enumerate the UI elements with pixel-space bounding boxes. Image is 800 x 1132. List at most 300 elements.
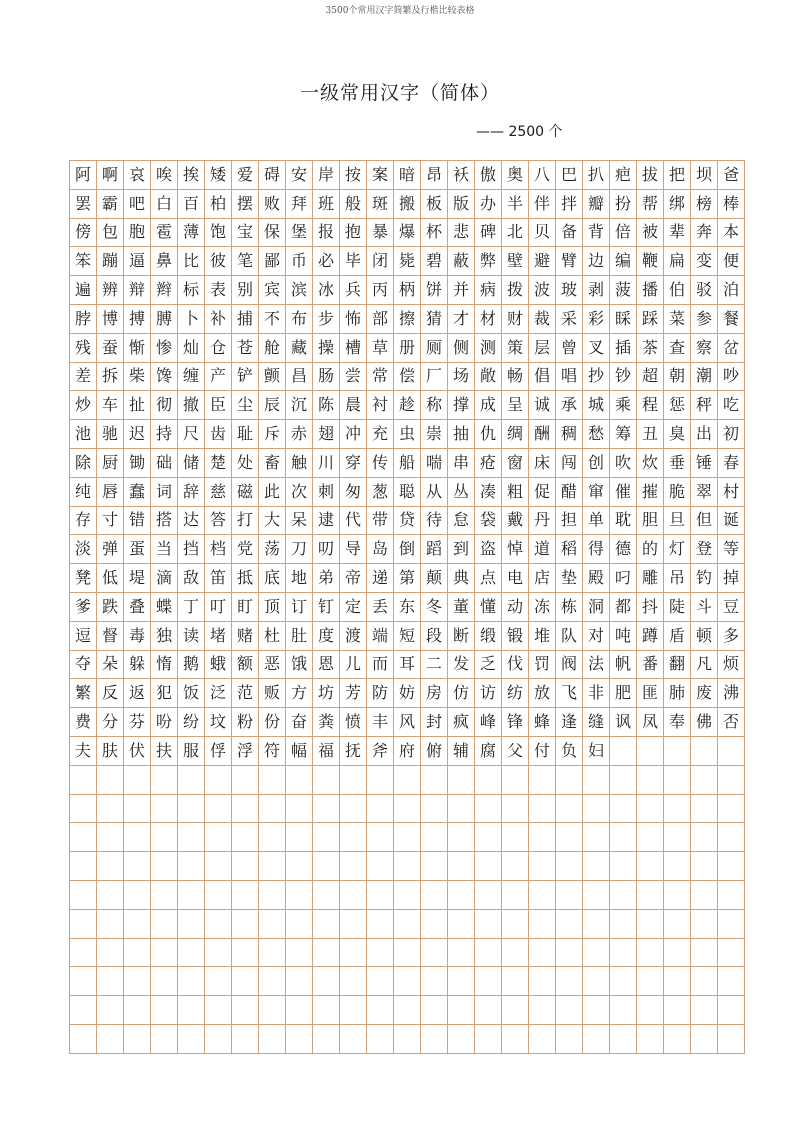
- grid-empty-cell: [259, 996, 286, 1025]
- grid-character: 寸: [97, 507, 124, 536]
- grid-character: 昌: [286, 363, 313, 392]
- grid-empty-cell: [70, 1025, 97, 1054]
- grid-character: 番: [637, 651, 664, 680]
- grid-empty-cell: [502, 823, 529, 852]
- grid-character: 碧: [421, 247, 448, 276]
- grid-empty-cell: [259, 910, 286, 939]
- grid-character: 仿: [448, 679, 475, 708]
- grid-empty-cell: [529, 852, 556, 881]
- grid-character: 毕: [340, 247, 367, 276]
- grid-empty-cell: [259, 852, 286, 881]
- grid-character: 布: [286, 305, 313, 334]
- grid-character: 奉: [664, 708, 691, 737]
- grid-character: 储: [178, 449, 205, 478]
- grid-character: 胆: [637, 507, 664, 536]
- grid-empty-cell: [367, 996, 394, 1025]
- grid-character: 订: [286, 593, 313, 622]
- grid-character: 沸: [718, 679, 745, 708]
- grid-character: 督: [97, 622, 124, 651]
- grid-empty-cell: [313, 939, 340, 968]
- grid-empty-cell: [502, 766, 529, 795]
- grid-character: 泊: [718, 276, 745, 305]
- grid-character: 丢: [367, 593, 394, 622]
- grid-character: 地: [286, 564, 313, 593]
- grid-character: 爹: [70, 593, 97, 622]
- grid-character: 凡: [691, 651, 718, 680]
- grid-character: 脆: [664, 478, 691, 507]
- grid-character: 耳: [394, 651, 421, 680]
- grid-empty-cell: [394, 967, 421, 996]
- grid-empty-cell: [178, 1025, 205, 1054]
- grid-empty-cell: [124, 1025, 151, 1054]
- grid-character: 变: [691, 247, 718, 276]
- grid-character: 飞: [556, 679, 583, 708]
- grid-empty-cell: [610, 939, 637, 968]
- grid-character: 此: [259, 478, 286, 507]
- grid-character: 辈: [664, 219, 691, 248]
- grid-empty-cell: [610, 823, 637, 852]
- grid-character: 鄙: [259, 247, 286, 276]
- grid-character: 敞: [475, 363, 502, 392]
- grid-empty-cell: [394, 881, 421, 910]
- grid-character: 夫: [70, 737, 97, 766]
- grid-empty-cell: [664, 910, 691, 939]
- grid-character: 冲: [340, 420, 367, 449]
- grid-empty-cell: [691, 910, 718, 939]
- grid-empty-cell: [421, 823, 448, 852]
- grid-character: 敌: [178, 564, 205, 593]
- grid-empty-cell: [610, 737, 637, 766]
- grid-empty-cell: [70, 967, 97, 996]
- grid-character: 北: [502, 219, 529, 248]
- grid-empty-cell: [718, 939, 745, 968]
- grid-character: 保: [259, 219, 286, 248]
- grid-empty-cell: [448, 996, 475, 1025]
- grid-character: 次: [286, 478, 313, 507]
- grid-empty-cell: [475, 996, 502, 1025]
- grid-empty-cell: [529, 766, 556, 795]
- grid-character: 逮: [313, 507, 340, 536]
- grid-empty-cell: [637, 996, 664, 1025]
- grid-character: 宝: [232, 219, 259, 248]
- grid-empty-cell: [529, 795, 556, 824]
- grid-character: 川: [313, 449, 340, 478]
- grid-empty-cell: [124, 881, 151, 910]
- grid-empty-cell: [286, 766, 313, 795]
- grid-empty-cell: [286, 795, 313, 824]
- grid-empty-cell: [394, 766, 421, 795]
- grid-character: 雕: [637, 564, 664, 593]
- grid-character: 第: [394, 564, 421, 593]
- grid-character: 彩: [583, 305, 610, 334]
- grid-character: 辩: [124, 276, 151, 305]
- grid-empty-cell: [556, 881, 583, 910]
- grid-character: 诚: [529, 391, 556, 420]
- grid-empty-cell: [502, 939, 529, 968]
- grid-empty-cell: [97, 795, 124, 824]
- grid-character: 贩: [259, 679, 286, 708]
- grid-character: 傍: [70, 219, 97, 248]
- grid-character: 怠: [448, 507, 475, 536]
- grid-character: 奔: [691, 219, 718, 248]
- grid-empty-cell: [637, 737, 664, 766]
- grid-empty-cell: [637, 852, 664, 881]
- grid-character: 把: [664, 161, 691, 190]
- grid-character: 额: [232, 651, 259, 680]
- grid-empty-cell: [610, 795, 637, 824]
- grid-character: 厕: [421, 334, 448, 363]
- grid-character: 闭: [367, 247, 394, 276]
- grid-empty-cell: [70, 939, 97, 968]
- grid-character: 彻: [151, 391, 178, 420]
- grid-character: 丙: [367, 276, 394, 305]
- grid-empty-cell: [664, 967, 691, 996]
- grid-character: 楚: [205, 449, 232, 478]
- grid-empty-cell: [313, 967, 340, 996]
- grid-character: 绑: [664, 190, 691, 219]
- grid-character: 般: [340, 190, 367, 219]
- grid-character: 辨: [97, 276, 124, 305]
- grid-character: 出: [691, 420, 718, 449]
- grid-character: 醋: [556, 478, 583, 507]
- grid-empty-cell: [313, 795, 340, 824]
- grid-empty-cell: [367, 823, 394, 852]
- grid-character: 背: [583, 219, 610, 248]
- grid-character: 臭: [664, 420, 691, 449]
- grid-empty-cell: [151, 823, 178, 852]
- grid-empty-cell: [313, 766, 340, 795]
- grid-empty-cell: [664, 881, 691, 910]
- grid-character: 份: [259, 708, 286, 737]
- grid-character: 拌: [556, 190, 583, 219]
- grid-character: 阿: [70, 161, 97, 190]
- grid-character: 爸: [718, 161, 745, 190]
- grid-character: 词: [151, 478, 178, 507]
- grid-empty-cell: [340, 910, 367, 939]
- grid-empty-cell: [529, 939, 556, 968]
- grid-character: 崇: [421, 420, 448, 449]
- grid-character: 钞: [610, 363, 637, 392]
- grid-character: 尺: [178, 420, 205, 449]
- grid-empty-cell: [97, 1025, 124, 1054]
- grid-empty-cell: [205, 766, 232, 795]
- grid-character: 边: [583, 247, 610, 276]
- grid-character: 递: [367, 564, 394, 593]
- grid-character: 安: [286, 161, 313, 190]
- grid-empty-cell: [232, 823, 259, 852]
- grid-character: 蹈: [421, 535, 448, 564]
- grid-character: 多: [718, 622, 745, 651]
- grid-character: 达: [178, 507, 205, 536]
- grid-character: 搭: [151, 507, 178, 536]
- grid-character: 扒: [583, 161, 610, 190]
- grid-character: 啊: [97, 161, 124, 190]
- grid-character: 别: [232, 276, 259, 305]
- grid-character: 逗: [70, 622, 97, 651]
- grid-character: 藏: [286, 334, 313, 363]
- grid-character: 颠: [421, 564, 448, 593]
- grid-character: 待: [421, 507, 448, 536]
- grid-character: 帆: [610, 651, 637, 680]
- grid-empty-cell: [70, 823, 97, 852]
- grid-empty-cell: [232, 1025, 259, 1054]
- grid-character: 策: [502, 334, 529, 363]
- grid-character: 币: [286, 247, 313, 276]
- grid-character: 础: [151, 449, 178, 478]
- grid-character: 帮: [637, 190, 664, 219]
- grid-character: 带: [367, 507, 394, 536]
- grid-character: 辞: [178, 478, 205, 507]
- grid-character: 贝: [529, 219, 556, 248]
- grid-empty-cell: [448, 795, 475, 824]
- grid-empty-cell: [718, 766, 745, 795]
- document-subtitle: —— 2500 个: [476, 124, 563, 140]
- grid-character: 耻: [232, 420, 259, 449]
- grid-character: 戴: [502, 507, 529, 536]
- grid-empty-cell: [340, 881, 367, 910]
- grid-empty-cell: [583, 795, 610, 824]
- grid-empty-cell: [583, 823, 610, 852]
- grid-character: 称: [421, 391, 448, 420]
- grid-character: 慈: [205, 478, 232, 507]
- grid-character: 玻: [556, 276, 583, 305]
- grid-character: 堡: [286, 219, 313, 248]
- grid-character: 苍: [232, 334, 259, 363]
- grid-character: 顶: [259, 593, 286, 622]
- grid-character: 扶: [151, 737, 178, 766]
- grid-empty-cell: [286, 881, 313, 910]
- grid-character: 坝: [691, 161, 718, 190]
- grid-character: 伐: [502, 651, 529, 680]
- grid-character: 缠: [178, 363, 205, 392]
- grid-empty-cell: [340, 996, 367, 1025]
- grid-character: 磁: [232, 478, 259, 507]
- grid-character: 扮: [610, 190, 637, 219]
- grid-character: 殿: [583, 564, 610, 593]
- grid-character: 睬: [610, 305, 637, 334]
- grid-character: 丰: [367, 708, 394, 737]
- grid-character: 酬: [529, 420, 556, 449]
- grid-character: 必: [313, 247, 340, 276]
- grid-character: 茶: [637, 334, 664, 363]
- grid-character: 段: [421, 622, 448, 651]
- grid-empty-cell: [286, 1025, 313, 1054]
- grid-empty-cell: [502, 881, 529, 910]
- grid-character: 扁: [664, 247, 691, 276]
- grid-character: 柄: [394, 276, 421, 305]
- grid-character: 窗: [502, 449, 529, 478]
- grid-character: 笔: [232, 247, 259, 276]
- grid-character: 凤: [637, 708, 664, 737]
- grid-character: 冬: [421, 593, 448, 622]
- grid-empty-cell: [421, 881, 448, 910]
- grid-empty-cell: [610, 967, 637, 996]
- grid-character: 堵: [205, 622, 232, 651]
- grid-character: 福: [313, 737, 340, 766]
- grid-empty-cell: [475, 1025, 502, 1054]
- grid-character: 荡: [259, 535, 286, 564]
- grid-character: 罚: [529, 651, 556, 680]
- grid-character: 常: [367, 363, 394, 392]
- grid-character: 颤: [259, 363, 286, 392]
- grid-empty-cell: [340, 766, 367, 795]
- grid-character: 房: [421, 679, 448, 708]
- grid-character: 叨: [313, 535, 340, 564]
- grid-character: 促: [529, 478, 556, 507]
- grid-character: 蔽: [448, 247, 475, 276]
- grid-character: 仓: [205, 334, 232, 363]
- grid-empty-cell: [151, 766, 178, 795]
- grid-character: 遍: [70, 276, 97, 305]
- grid-empty-cell: [637, 766, 664, 795]
- grid-character: 踩: [637, 305, 664, 334]
- grid-character: 袄: [448, 161, 475, 190]
- grid-character: 杯: [421, 219, 448, 248]
- grid-empty-cell: [718, 1025, 745, 1054]
- grid-empty-cell: [178, 939, 205, 968]
- grid-character: 兵: [340, 276, 367, 305]
- character-grid: [69, 160, 745, 1054]
- grid-character: 播: [637, 276, 664, 305]
- grid-character: 驳: [691, 276, 718, 305]
- grid-character: 百: [178, 190, 205, 219]
- grid-character: 得: [583, 535, 610, 564]
- grid-character: 当: [151, 535, 178, 564]
- grid-empty-cell: [610, 1025, 637, 1054]
- grid-character: 超: [637, 363, 664, 392]
- grid-character: 成: [475, 391, 502, 420]
- grid-empty-cell: [124, 766, 151, 795]
- grid-character: 尘: [232, 391, 259, 420]
- grid-character: 版: [448, 190, 475, 219]
- grid-character: 喘: [421, 449, 448, 478]
- grid-character: 败: [259, 190, 286, 219]
- grid-empty-cell: [610, 996, 637, 1025]
- grid-character: 并: [448, 276, 475, 305]
- grid-empty-cell: [70, 766, 97, 795]
- grid-empty-cell: [313, 823, 340, 852]
- grid-character: 到: [448, 535, 475, 564]
- grid-character: 疮: [475, 449, 502, 478]
- grid-character: 定: [340, 593, 367, 622]
- grid-character: 衬: [367, 391, 394, 420]
- grid-empty-cell: [394, 852, 421, 881]
- grid-character: 恶: [259, 651, 286, 680]
- grid-character: 府: [394, 737, 421, 766]
- grid-character: 备: [556, 219, 583, 248]
- grid-empty-cell: [718, 795, 745, 824]
- grid-empty-cell: [718, 852, 745, 881]
- grid-character: 包: [97, 219, 124, 248]
- grid-character: 盯: [232, 593, 259, 622]
- grid-character: 卜: [178, 305, 205, 334]
- grid-empty-cell: [286, 823, 313, 852]
- grid-character: 叉: [583, 334, 610, 363]
- grid-character: 叮: [205, 593, 232, 622]
- document-title: 一级常用汉字（简体）: [299, 82, 500, 104]
- grid-empty-cell: [151, 795, 178, 824]
- grid-character: 等: [718, 535, 745, 564]
- grid-empty-cell: [637, 823, 664, 852]
- grid-character: 稠: [556, 420, 583, 449]
- grid-character: 肠: [313, 363, 340, 392]
- grid-character: 初: [718, 420, 745, 449]
- grid-character: 弟: [313, 564, 340, 593]
- grid-character: 锤: [691, 449, 718, 478]
- grid-empty-cell: [178, 910, 205, 939]
- grid-character: 唉: [151, 161, 178, 190]
- grid-empty-cell: [340, 1025, 367, 1054]
- grid-empty-cell: [610, 881, 637, 910]
- grid-character: 舱: [259, 334, 286, 363]
- grid-empty-cell: [556, 996, 583, 1025]
- grid-character: 讽: [610, 708, 637, 737]
- grid-empty-cell: [151, 1025, 178, 1054]
- grid-character: 闯: [556, 449, 583, 478]
- grid-character: 惨: [151, 334, 178, 363]
- grid-empty-cell: [394, 910, 421, 939]
- grid-character: 登: [691, 535, 718, 564]
- grid-character: 叠: [124, 593, 151, 622]
- grid-empty-cell: [691, 996, 718, 1025]
- grid-character: 范: [232, 679, 259, 708]
- grid-empty-cell: [259, 823, 286, 852]
- grid-empty-cell: [178, 967, 205, 996]
- grid-empty-cell: [529, 823, 556, 852]
- grid-character: 犯: [151, 679, 178, 708]
- grid-character: 短: [394, 622, 421, 651]
- grid-character: 哀: [124, 161, 151, 190]
- grid-character: 凳: [70, 564, 97, 593]
- grid-character: 弊: [475, 247, 502, 276]
- grid-character: 动: [502, 593, 529, 622]
- grid-character: 博: [97, 305, 124, 334]
- grid-character: 拨: [502, 276, 529, 305]
- grid-empty-cell: [151, 967, 178, 996]
- grid-character: 而: [367, 651, 394, 680]
- grid-character: 赤: [286, 420, 313, 449]
- grid-character: 发: [448, 651, 475, 680]
- grid-character: 爆: [394, 219, 421, 248]
- grid-character: 疤: [610, 161, 637, 190]
- grid-character: 耽: [610, 507, 637, 536]
- grid-character: 盗: [475, 535, 502, 564]
- grid-character: 柏: [205, 190, 232, 219]
- grid-empty-cell: [583, 1025, 610, 1054]
- grid-character: 暗: [394, 161, 421, 190]
- grid-character: 粗: [502, 478, 529, 507]
- grid-character: 懂: [475, 593, 502, 622]
- grid-empty-cell: [232, 852, 259, 881]
- grid-character: 浮: [232, 737, 259, 766]
- grid-character: 晨: [340, 391, 367, 420]
- grid-character: 挡: [178, 535, 205, 564]
- grid-character: 法: [583, 651, 610, 680]
- grid-character: 惩: [664, 391, 691, 420]
- grid-empty-cell: [718, 967, 745, 996]
- grid-character: 豆: [718, 593, 745, 622]
- grid-empty-cell: [610, 766, 637, 795]
- grid-empty-cell: [97, 910, 124, 939]
- grid-character: 返: [124, 679, 151, 708]
- grid-character: 抽: [448, 420, 475, 449]
- grid-empty-cell: [448, 823, 475, 852]
- grid-character: 贷: [394, 507, 421, 536]
- grid-empty-cell: [97, 967, 124, 996]
- grid-empty-cell: [340, 967, 367, 996]
- grid-character: 担: [556, 507, 583, 536]
- grid-character: 辫: [151, 276, 178, 305]
